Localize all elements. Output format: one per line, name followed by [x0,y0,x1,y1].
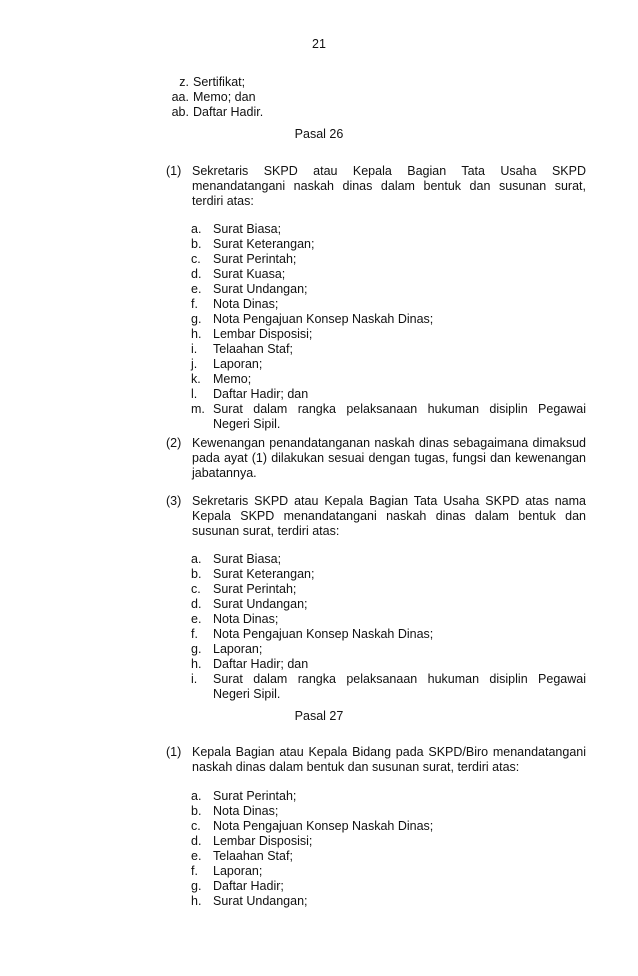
list-item [191,612,586,627]
list-text: Nota Dinas; [213,612,279,626]
paragraph-line: susunan surat, terdiri atas: [192,524,340,538]
list-text: Surat Undangan; [213,894,308,908]
paragraph-line: pada ayat (1) dilakukan sesuai dengan tugas, fungsi dan kewenangan [192,451,586,465]
list-item [191,849,586,864]
paragraph-26-3 [166,494,586,539]
list-item [191,372,586,387]
list-item [191,597,586,612]
list-marker: aa. [171,90,189,104]
list-text: Daftar Hadir; dan [213,387,309,401]
list-text: Surat Biasa; [213,552,282,566]
list-text: Nota Pengajuan Konsep Naskah Dinas; [213,819,434,833]
list-item [164,90,604,105]
list-text: Surat Biasa; [213,222,282,236]
list-text: Surat Kuasa; [213,267,286,281]
list-item [191,567,586,582]
paragraph-number: (1) [166,164,182,178]
paragraph-line: menandatangani naskah dinas dalam bentuk dan susunan surat, [192,179,586,193]
list-text: Surat Undangan; [213,597,308,611]
paragraph-line: Kepala Bagian atau Kepala Bidang pada SKPD/Biro menandatangani [192,745,586,759]
list-text: Nota Pengajuan Konsep Naskah Dinas; [213,627,434,641]
list-marker: e. [191,849,202,863]
list-marker: e. [191,282,202,296]
article-heading-26: Pasal 26 [294,127,344,141]
list-marker: d. [191,834,202,848]
paragraph-line: Kewenangan penandatanganan naskah dinas sebagaimana dimaksud [192,436,586,450]
list-text: Lembar Disposisi; [213,327,313,341]
list-text: Laporan; [213,864,263,878]
list-marker: f. [191,627,198,641]
list-text: Negeri Sipil. [213,687,281,701]
list-marker: d. [191,267,202,281]
list-item [191,672,586,702]
list-item [191,387,586,402]
list-text: Memo; dan [193,90,256,104]
list-item [191,342,586,357]
list-text: Sertifikat; [193,75,246,89]
list-text: Daftar Hadir; dan [213,657,309,671]
list-item [191,237,586,252]
list-item [191,552,586,567]
list-marker: e. [191,612,202,626]
list-item [191,804,586,819]
paragraph-27-1 [166,745,586,775]
list-marker: h. [191,894,202,908]
list-text: Negeri Sipil. [213,417,281,431]
list-item [191,582,586,597]
list-text: Laporan; [213,642,263,656]
paragraph-number: (3) [166,494,182,508]
list-item [191,327,586,342]
paragraph-line: Kepala SKPD menandatangani naskah dinas dalam bentuk dan [192,509,586,523]
list-text: Surat Perintah; [213,252,297,266]
list-marker: c. [191,819,201,833]
paragraph-26-2 [166,436,586,481]
list-marker: j. [191,357,198,371]
list-text: Surat Perintah; [213,789,297,803]
list-text: Telaahan Staf; [213,849,293,863]
list-item [191,642,586,657]
list-text: Nota Dinas; [213,804,279,818]
list-item [191,789,586,804]
list-item [191,879,586,894]
list-text: Telaahan Staf; [213,342,293,356]
list-item [191,267,586,282]
list-item [164,75,604,90]
list-marker: k. [191,372,201,386]
paragraph-line: terdiri atas: [192,194,254,208]
list-marker: z. [179,75,189,89]
list-marker: a. [191,222,202,236]
article-heading-27: Pasal 27 [294,709,344,723]
list-marker: i. [191,672,198,686]
list-item [191,819,586,834]
paragraph-line: Sekretaris SKPD atau Kepala Bagian Tata Usaha SKPD [192,164,586,178]
paragraph-number: (2) [166,436,182,450]
paragraph-line: Sekretaris SKPD atau Kepala Bagian Tata Usaha SKPD atas nama [192,494,586,508]
list-marker: a. [191,552,202,566]
sub-list-26-3 [191,552,586,702]
list-text: Surat dalam rangka pelaksanaan hukuman disiplin Pegawai [213,672,586,686]
list-text: Surat Keterangan; [213,567,315,581]
list-marker: b. [191,804,202,818]
list-marker: b. [191,237,202,251]
list-marker: g. [191,312,202,326]
sub-list-27-1 [191,789,586,909]
list-marker: m. [191,402,205,416]
paragraph-line: jabatannya. [192,466,257,480]
list-item [191,222,586,237]
list-text: Surat Undangan; [213,282,308,296]
list-item [191,894,586,909]
list-text: Surat Keterangan; [213,237,315,251]
list-text: Daftar Hadir. [193,105,264,119]
list-item [191,312,586,327]
list-marker: d. [191,597,202,611]
list-item [191,834,586,849]
list-text: Lembar Disposisi; [213,834,313,848]
list-marker: h. [191,327,202,341]
list-marker: a. [191,789,202,803]
list-marker: ab. [171,105,189,119]
page-number: 21 [312,37,326,51]
list-text: Surat Perintah; [213,582,297,596]
list-marker: c. [191,582,201,596]
paragraph-number: (1) [166,745,182,759]
list-item [191,657,586,672]
list-text: Laporan; [213,357,263,371]
list-marker: g. [191,642,202,656]
sub-list-26-1 [191,222,586,432]
list-item [191,357,586,372]
list-item [191,864,586,879]
list-item [191,252,586,267]
list-marker: f. [191,864,198,878]
list-marker: g. [191,879,202,893]
list-text: Nota Pengajuan Konsep Naskah Dinas; [213,312,434,326]
list-marker: b. [191,567,202,581]
list-text: Daftar Hadir; [213,879,284,893]
list-marker: f. [191,297,198,311]
list-text: Surat dalam rangka pelaksanaan hukuman disiplin Pegawai [213,402,586,416]
paragraph-26-1 [166,164,586,209]
list-marker: c. [191,252,201,266]
list-item [191,627,586,642]
paragraph-line: naskah dinas dalam bentuk dan susunan surat, terdiri atas: [192,760,520,774]
list-item [191,282,586,297]
list-marker: i. [191,342,198,356]
list-item [191,297,586,312]
list-text: Nota Dinas; [213,297,279,311]
list-item [164,105,604,120]
continued-list [164,75,604,120]
list-text: Memo; [213,372,252,386]
list-marker: l. [191,387,198,401]
list-marker: h. [191,657,202,671]
list-item [191,402,586,432]
